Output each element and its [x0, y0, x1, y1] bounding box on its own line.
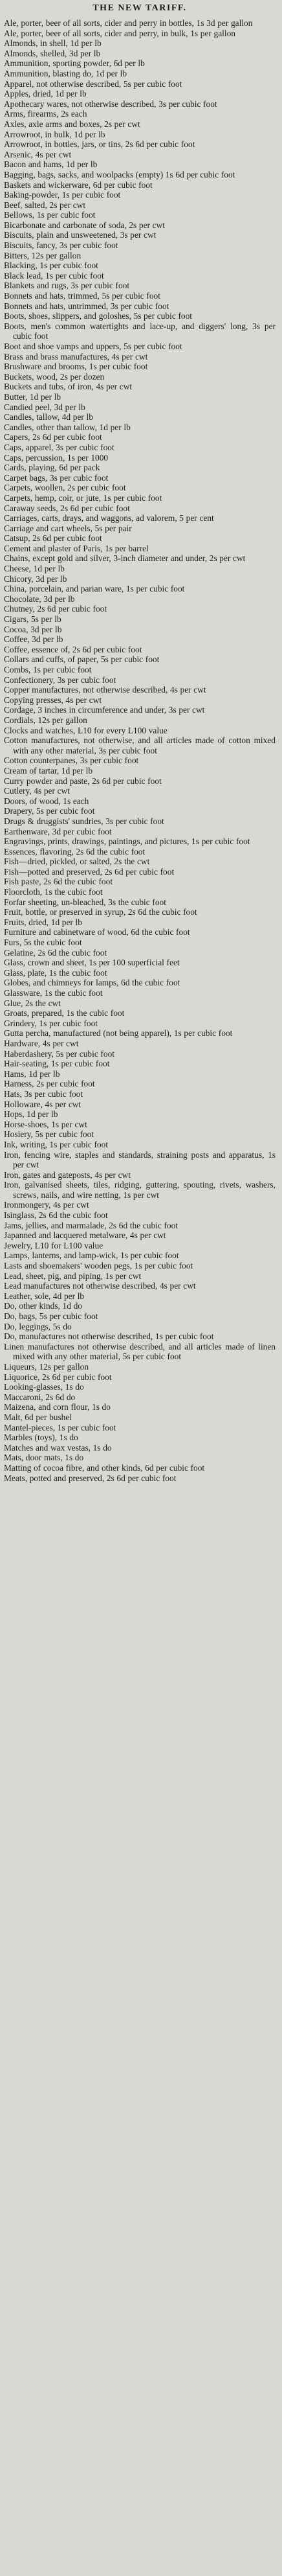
tariff-entry: Boot and shoe vamps and uppers, 5s per cubic foot [4, 341, 182, 351]
tariff-entry: Holloware, 4s per cwt [4, 1099, 81, 1109]
tariff-entry: Carriage and cart wheels, 5s per pair [4, 523, 132, 533]
tariff-entry: Carpets, woollen, 2s per cubic foot [4, 483, 126, 493]
tariff-entry: Capers, 2s 6d per cubic foot [4, 432, 102, 443]
tariff-entry: Gelatine, 2s 6d the cubic foot [4, 947, 107, 958]
tariff-entry: Boots, shoes, slippers, and goloshes, 5s per cubic foot [4, 311, 193, 321]
tariff-entry: Bonnets and hats, trimmed, 5s per cubic foot [4, 291, 160, 301]
tariff-entry: Bonnets and hats, untrimmed, 3s per cubic foot [4, 301, 169, 311]
tariff-list [4, 18, 276, 1483]
tariff-entry: Fish paste, 2s 6d the cubic foot [4, 877, 113, 887]
tariff-entry: Bicarbonate and carbonate of soda, 2s per cwt [4, 220, 165, 230]
tariff-entry: Carriages, carts, drays, and waggons, ad valorem, 5 per cent [4, 513, 214, 523]
tariff-entry: Caraway seeds, 2s 6d per cubic foot [4, 503, 130, 513]
tariff-entry: Glassware, 1s the cubic foot [4, 988, 103, 998]
tariff-entry: Looking-glasses, 1s do [4, 1382, 84, 1392]
tariff-entry: Blacking, 1s per cubic foot [4, 260, 98, 271]
tariff-entry: Combs, 1s per cubic foot [4, 665, 92, 674]
tariff-entry: Coffee, 3d per lb [4, 634, 63, 645]
tariff-entry: Fish—potted and preserved, 2s 6d per cubic foot [4, 866, 175, 877]
tariff-entry: Coffee, essence of, 2s 6d per cubic foot [4, 644, 142, 654]
tariff-entry: Brushware and brooms, 1s per cubic foot [4, 362, 148, 372]
tariff-entry: Arrowroot, in bulk, 1d per lb [4, 129, 105, 139]
tariff-entry: Iron, gates and gateposts, 4s per cwt [4, 1169, 131, 1180]
tariff-entry: Caps, percussion, 1s per 1000 [4, 452, 109, 463]
tariff-entry: Japanned and lacquered metalware, 4s per cwt [4, 1230, 166, 1241]
tariff-entry: Biscuits, fancy, 3s per cubic foot [4, 240, 118, 251]
tariff-entry: China, porcelain, and parian ware, 1s per cubic foot [4, 584, 185, 594]
tariff-entry: Apples, dried, 1d per lb [4, 89, 87, 99]
tariff-entry: Cheese, 1d per lb [4, 564, 65, 574]
tariff-entry: Buckets and tubs, of iron, 4s per cwt [4, 382, 133, 392]
tariff-entry: Horse-shoes, 1s per cwt [4, 1119, 87, 1129]
tariff-entry: Cotton counterpanes, 3s per cubic foot [4, 755, 139, 766]
tariff-entry: Iron, fencing wire, staples and standards, straining posts and apparatus, 1s per cwt [4, 1149, 276, 1170]
tariff-entry: Cordage, 3 inches in circumference and under, 3s per cwt [4, 705, 205, 715]
tariff-entry: Grindery, 1s per cubic foot [4, 1018, 98, 1028]
tariff-entry: Isinglass, 2s 6d the cubic foot [4, 1210, 108, 1221]
tariff-entry: Almonds, shelled, 3d per lb [4, 48, 101, 58]
tariff-entry: Matting of cocoa fibre, and other kinds, 6d per cubic foot [4, 1462, 205, 1473]
tariff-entry: Jams, jellies, and marmalade, 2s 6d the cubic foot [4, 1220, 179, 1230]
tariff-entry: Arsenic, 4s per cwt [4, 149, 72, 159]
tariff-entry: Do, leggings, 5s do [4, 1321, 72, 1331]
tariff-entry: Bagging, bags, sacks, and woolpacks (empty) 1s 6d per cubic foot [4, 169, 235, 179]
tariff-entry: Chicory, 3d per lb [4, 573, 67, 584]
tariff-entry: Blankets and rugs, 3s per cubic foot [4, 281, 130, 291]
tariff-entry: Copper manufactures, not otherwise described, 4s per cwt [4, 685, 206, 695]
tariff-entry: Malt, 6d per bushel [4, 1412, 72, 1422]
tariff-entry: Collars and cuffs, of paper, 5s per cubic foot [4, 654, 160, 665]
tariff-entry: Ink, writing, 1s per cubic foot [4, 1139, 109, 1149]
tariff-entry: Do, bags, 5s per cubic foot [4, 1311, 98, 1321]
article-title: THE NEW TARIFF. [92, 3, 187, 13]
tariff-entry: Do, other kinds, 1d do [4, 1301, 82, 1311]
tariff-entry: Biscuits, plain and unsweetened, 3s per cwt [4, 230, 157, 240]
tariff-entry: Almonds, in shell, 1d per lb [4, 38, 102, 49]
tariff-entry: Hair-seating, 1s per cubic foot [4, 1059, 110, 1069]
tariff-entry: Hosiery, 5s per cubic foot [4, 1129, 94, 1140]
tariff-entry: Butter, 1d per lb [4, 391, 61, 402]
tariff-entry: Bellows, 1s per cubic foot [4, 210, 96, 220]
tariff-entry: Haberdashery, 5s per cubic foot [4, 1048, 114, 1059]
tariff-entry: Bitters, 12s per gallon [4, 250, 81, 260]
tariff-entry: Apothecary wares, not otherwise described, 3s per cubic foot [4, 98, 217, 109]
tariff-entry: Liqueurs, 12s per gallon [4, 1361, 89, 1372]
tariff-entry: Fruit, bottle, or preserved in syrup, 2s 6d the cubic foot [4, 907, 197, 917]
tariff-entry: Mats, door mats, 1s do [4, 1453, 84, 1463]
tariff-entry: Hams, 1d per lb [4, 1068, 60, 1079]
tariff-entry: Axles, axle arms and boxes, 2s per cwt [4, 119, 140, 129]
tariff-entry: Carpet bags, 3s per cubic foot [4, 472, 109, 483]
tariff-entry: Hardware, 4s per cwt [4, 1038, 79, 1048]
tariff-entry: Jewelry, L10 for L100 value [4, 1240, 103, 1250]
tariff-entry: Doors, of wood, 1s each [4, 796, 89, 806]
tariff-entry: Hops, 1d per lb [4, 1109, 58, 1120]
tariff-entry: Engravings, prints, drawings, paintings, and pictures, 1s per cubic foot [4, 836, 250, 847]
tariff-entry: Liquorice, 2s 6d per cubic foot [4, 1372, 112, 1382]
tariff-entry: Copying presses, 4s per cwt [4, 695, 102, 705]
tariff-entry: Chocolate, 3d per lb [4, 593, 75, 604]
tariff-entry: Boots, men's common watertights and lace-up, and diggers' long, 3s per cubic foot [4, 321, 276, 341]
tariff-entry: Cordials, 12s per gallon [4, 715, 87, 725]
tariff-entry: Catsup, 2s 6d per cubic foot [4, 533, 102, 544]
tariff-entry: Glass, crown and sheet, 1s per 100 superficial feet [4, 958, 180, 968]
tariff-entry: Furs, 5s the cubic foot [4, 937, 82, 948]
tariff-entry: Ironmongery, 4s per cwt [4, 1200, 89, 1210]
tariff-entry: Meats, potted and preserved, 2s 6d per cubic foot [4, 1473, 177, 1483]
tariff-entry: Fruits, dried, 1d per lb [4, 917, 82, 927]
tariff-entry: Lead manufactures not otherwise described, 4s per cwt [4, 1281, 196, 1291]
tariff-entry: Clocks and watches, L10 for every L100 value [4, 725, 168, 735]
tariff-entry: Forfar sheeting, un-bleached, 3s the cubic foot [4, 897, 166, 907]
tariff-entry: Baking-powder, 1s per cubic foot [4, 190, 121, 200]
tariff-entry: Fish—dried, pickled, or salted, 2s the cwt [4, 857, 150, 867]
tariff-entry: Chutney, 2s 6d per cubic foot [4, 604, 107, 614]
tariff-entry: Bacon and hams, 1d per lb [4, 159, 98, 170]
tariff-entry: Groats, prepared, 1s the cubic foot [4, 1008, 125, 1018]
tariff-entry: Arrowroot, in bottles, jars, or tins, 2s 6d per cubic foot [4, 139, 195, 150]
tariff-entry: Furniture and cabinetware of wood, 6d the cubic foot [4, 927, 190, 937]
tariff-entry: Lead, sheet, pig, and piping, 1s per cwt [4, 1271, 142, 1281]
tariff-entry: Curry powder and paste, 2s 6d per cubic foot [4, 776, 162, 786]
tariff-entry: Globes, and chimneys for lamps, 6d the cubic foot [4, 978, 180, 988]
tariff-entry: Caps, apparel, 3s per cubic foot [4, 442, 114, 452]
tariff-entry: Cards, playing, 6d per pack [4, 463, 100, 473]
tariff-entry: Cotton manufactures, not otherwise, and all articles made of cotton mixed with any other material, 3s per cubic foot [4, 735, 276, 755]
tariff-entry: Drugs & druggists' sundries, 3s per cubic foot [4, 816, 164, 826]
tariff-entry: Floorcloth, 1s the cubic foot [4, 887, 103, 897]
tariff-entry: Harness, 2s per cubic foot [4, 1079, 95, 1089]
tariff-entry: Ammunition, blasting do, 1d per lb [4, 68, 127, 78]
tariff-entry: Arms, firearms, 2s each [4, 109, 87, 119]
tariff-entry: Drapery, 5s per cubic foot [4, 806, 95, 816]
tariff-entry: Leather, sole, 4d per lb [4, 1291, 85, 1301]
tariff-entry: Gutta percha, manufactured (not being apparel), 1s per cubic foot [4, 1028, 233, 1039]
tariff-entry: Baskets and wickerware, 6d per cubic foot [4, 179, 153, 190]
tariff-entry: Essences, flavoring, 2s 6d the cubic foot [4, 846, 146, 857]
tariff-entry: Candles, tallow, 4d per lb [4, 412, 93, 422]
tariff-entry: Cutlery, 4s per cwt [4, 786, 70, 796]
tariff-entry: Candles, other than tallow, 1d per lb [4, 422, 131, 432]
tariff-entry: Chains, except gold and silver, 3-inch diameter and under, 2s per cwt [4, 553, 246, 564]
tariff-entry: Cement and plaster of Paris, 1s per barrel [4, 543, 149, 553]
tariff-entry: Cocoa, 3d per lb [4, 624, 62, 634]
tariff-entry: Maccaroni, 2s 6d do [4, 1392, 76, 1402]
tariff-entry: Cigars, 5s per lb [4, 614, 61, 625]
tariff-entry: Brass and brass manufactures, 4s per cwt [4, 351, 148, 362]
tariff-entry: Hats, 3s per cubic foot [4, 1088, 83, 1099]
tariff-entry: Linen manufactures not otherwise described, and all articles made of linen mixed with any other material, 5s per cubic foot [4, 1341, 276, 1362]
tariff-entry: Maizena, and corn flour, 1s do [4, 1402, 111, 1412]
tariff-entry: Buckets, wood, 2s per dozen [4, 371, 105, 382]
tariff-entry: Confectionery, 3s per cubic foot [4, 674, 116, 685]
tariff-entry: Ammunition, sporting powder, 6d per lb [4, 58, 145, 69]
tariff-entry: Candied peel, 3d per lb [4, 402, 85, 412]
tariff-entry: Iron, galvanised sheets, tiles, ridging, guttering, spouting, rivets, washers, screws, nails, and wire netting, 1s per cwt [4, 1180, 276, 1200]
tariff-entry: Apparel, not otherwise described, 5s per cubic foot [4, 78, 182, 89]
tariff-entry: Marbles (toys), 1s do [4, 1432, 78, 1443]
tariff-entry: Beef, salted, 2s per cwt [4, 200, 86, 210]
tariff-entry: Glue, 2s the cwt [4, 998, 61, 1008]
tariff-entry: Ale, porter, beer of all sorts, cider and perry, in bulk, 1s per gallon [4, 28, 235, 38]
tariff-entry: Ale, porter, beer of all sorts, cider and perry in bottles, 1s 3d per gallon [4, 18, 253, 28]
tariff-entry: Glass, plate, 1s the cubic foot [4, 967, 107, 978]
tariff-entry: Cream of tartar, 1d per lb [4, 765, 93, 776]
tariff-entry: Matches and wax vestas, 1s do [4, 1442, 112, 1453]
tariff-entry: Do, manufactures not otherwise described, 1s per cubic foot [4, 1331, 214, 1342]
tariff-entry: Carpets, hemp, coir, or jute, 1s per cubic foot [4, 492, 162, 503]
tariff-entry: Lasts and shoemakers' wooden pegs, 1s per cubic foot [4, 1261, 193, 1271]
tariff-entry: Black lead, 1s per cubic foot [4, 270, 104, 281]
tariff-entry: Lamps, lanterns, and lamp-wick, 1s per cubic foot [4, 1250, 179, 1261]
tariff-entry: Earthenware, 3d per cubic foot [4, 826, 112, 836]
tariff-entry: Mantel-pieces, 1s per cubic foot [4, 1422, 116, 1432]
